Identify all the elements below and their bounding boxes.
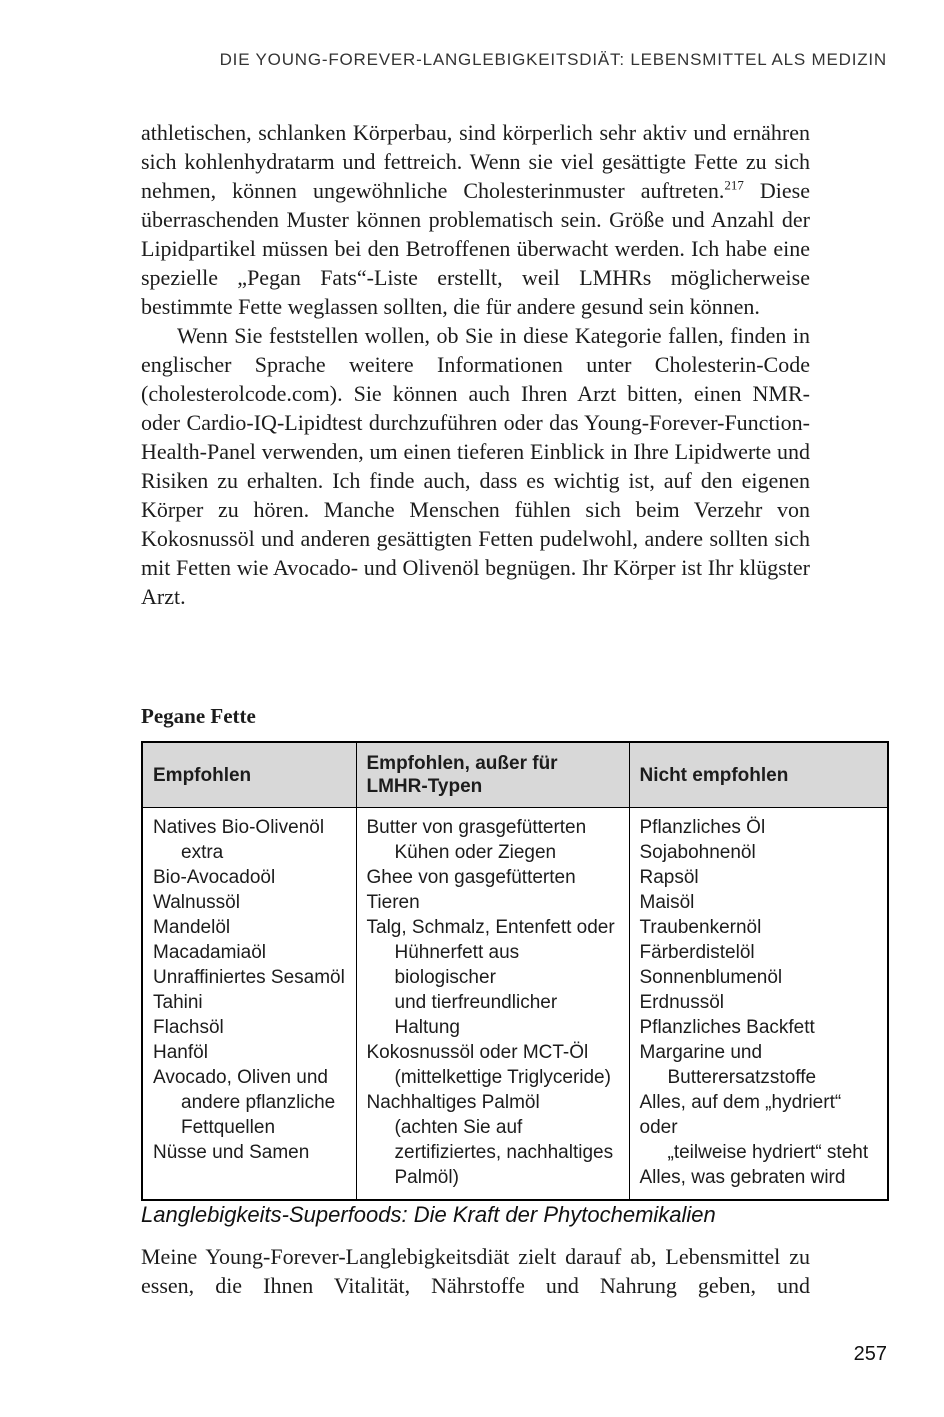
footnote-reference: 217 (724, 177, 744, 193)
table-cell-line: Maisöl (639, 892, 695, 913)
column-header-not-recommended: Nicht empfohlen (629, 742, 888, 808)
table-cell-line: Ghee von gasgefütterten Tieren (366, 867, 576, 913)
table-cell-line: (mittelkettige Triglyceride) (394, 1067, 611, 1088)
table-cell-line: Hühnerfett aus biologischer (394, 942, 520, 988)
table-body-row (142, 808, 888, 1201)
running-header: DIE YOUNG-FOREVER-LANGLEBIGKEITSDIÄT: LEBENSMITTEL ALS MEDIZIN (219, 50, 887, 69)
cell-not-recommended (629, 808, 888, 1201)
table-cell-line: Mandelöl (153, 917, 231, 938)
table-cell-line: Natives Bio-Olivenöl (153, 817, 325, 838)
table-cell-line: Talg, Schmalz, Entenfett oder (366, 917, 615, 938)
table-cell-line: Pflanzliches Backfett (639, 1017, 815, 1038)
table-cell-line: extra (181, 842, 224, 863)
paragraph-superfoods-intro: Meine Young-Forever-Langlebigkeitsdiät zielt darauf ab, Lebensmittel zu essen, die Ihnen Vitalität, Nährstoffe und Nahrung geben, und (141, 1244, 810, 1298)
table-cell-line: Nüsse und Samen (153, 1142, 310, 1163)
column-header-recommended: Empfohlen (142, 742, 356, 808)
table-caption: Pegane Fette (141, 704, 256, 728)
table-cell-line: Margarine und (639, 1042, 763, 1063)
table-cell-line: Tahini (153, 992, 203, 1013)
table-cell-line: Traubenkernöl (639, 917, 762, 938)
table-cell-line: Erdnussöl (639, 992, 724, 1013)
pegan-fats-table (141, 741, 889, 1201)
table-cell-line: „teilweise hydriert“ steht (667, 1142, 869, 1163)
table-cell-line: Butterersatzstoffe (667, 1067, 817, 1088)
table-cell-line: Alles, was gebraten wird (639, 1167, 846, 1188)
table-cell-line: Walnussöl (153, 892, 240, 913)
table-cell-line: Bio-Avocadoöl (153, 867, 276, 888)
table-cell-line: Avocado, Oliven und (153, 1067, 328, 1088)
superfoods-section (141, 1202, 810, 1300)
table-cell-line: Macadamiaöl (153, 942, 266, 963)
table-cell-line: Hanföl (153, 1042, 208, 1063)
table-cell-line: (achten Sie auf (394, 1117, 523, 1138)
table-cell-line: Butter von grasgefütterten (366, 817, 587, 838)
table-cell-line: andere pflanzliche (181, 1092, 336, 1113)
table-cell-line: Rapsöl (639, 867, 699, 888)
table-cell-line: und tierfreundlicher Haltung (394, 992, 558, 1038)
table-cell-line: Sojabohnenöl (639, 842, 756, 863)
paragraph-lmhr-advice: Wenn Sie feststellen wollen, ob Sie in diese Kategorie fallen, finden in englischer Sprache weitere Informationen unter Cholesterin-Code (cholesterolcode.com). Sie können auch Ihren Arzt bitten, einen NMR- oder Cardio-IQ-Lipidtest durchzuführen oder das Young-Forever-Function-Health-Panel verwenden, um einen tieferen Einblick in Ihre Lipidwerte und Risiken zu erhalten. Ich finde auch, dass es wichtig ist, auf den eigenen Körper zu hören. Manche Menschen fühlen sich beim Verzehr von Kokosnussöl und anderen gesättigten Fetten pudelwohl, andere sollten sich mit Fetten wie Avocado- und Olivenöl begnügen. Ihr Körper ist Ihr klügster Arzt. (141, 323, 810, 609)
table-cell-line: Palmöl) (394, 1167, 459, 1188)
page-number: 257 (853, 1343, 887, 1365)
table-cell-line: zertifiziertes, nachhaltiges (394, 1142, 614, 1163)
paragraph-cholesterol-patterns (141, 118, 810, 321)
cell-recommended-except-lmhr (356, 808, 629, 1201)
table-cell-line: Färberdistelöl (639, 942, 755, 963)
section-heading: Langlebigkeits-Superfoods: Die Kraft der Phytochemikalien (141, 1202, 716, 1227)
paragraph-text: athletischen, schlanken Körperbau, sind körperlich sehr aktiv und ernähren sich kohlenhydratarm und fettreich. Wenn sie viel gesättigte Fette zu sich nehmen, können ungewöhnliche Cholesterinmuster auftreten. (141, 120, 810, 203)
table-cell-line: Flachsöl (153, 1017, 224, 1038)
table-cell-line: Unraffiniertes Sesamöl (153, 967, 345, 988)
table-cell-line: Sonnenblumenöl (639, 967, 783, 988)
paragraph-text: Diese überraschenden Muster können problematisch sein. Größe und Anzahl der Lipidpartikel müssen bei den Betroffenen überwacht werden. Ich habe eine spezielle „Pegan Fats“-Liste erstellt, weil LMHRs möglicherweise bestimmte Fette weglassen sollten, die für andere gesund sein können. (141, 178, 811, 319)
pegan-fats-section (141, 704, 887, 1201)
column-header-recommended-except-lmhr: Empfohlen, außer für LMHR-Typen (356, 742, 629, 808)
table-cell-line: Kokosnussöl oder MCT-Öl (366, 1042, 589, 1063)
table-cell-line: Pflanzliches Öl (639, 817, 766, 838)
table-cell-line: Fettquellen (181, 1117, 276, 1138)
main-text-block (141, 118, 810, 611)
table-header-row (142, 742, 888, 808)
table-cell-line: Kühen oder Ziegen (394, 842, 557, 863)
table-cell-line: Alles, auf dem „hydriert“ oder (639, 1092, 842, 1138)
cell-recommended (142, 808, 356, 1201)
table-cell-line: Nachhaltiges Palmöl (366, 1092, 540, 1113)
